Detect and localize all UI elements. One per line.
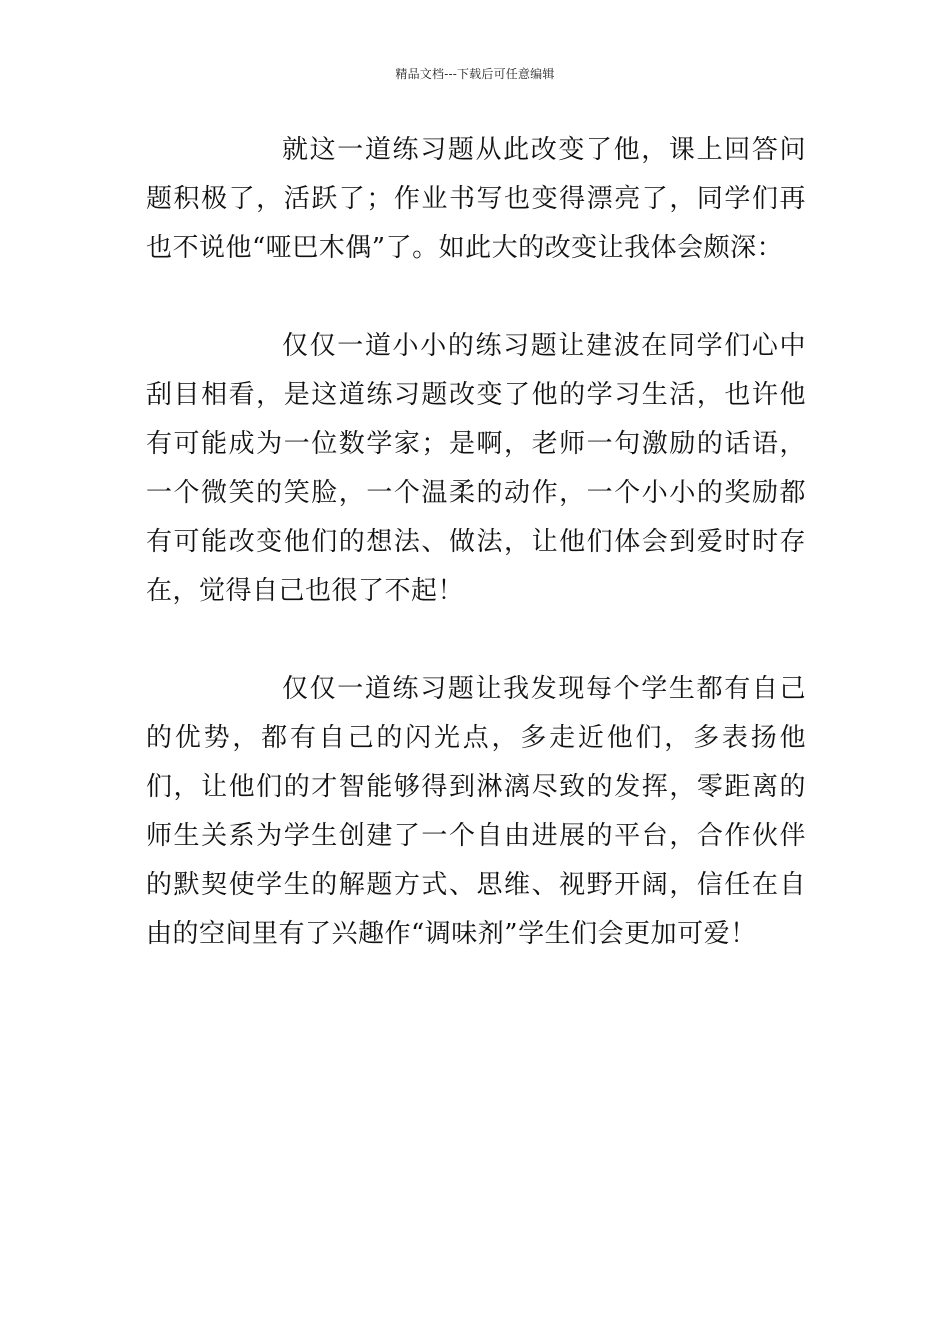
paragraph-3: 仅仅一道练习题让我发现每个学生都有自己的优势，都有自己的闪光点，多走近他们，多表扬他们，让他们的才智能够得到淋漓尽致的发挥，零距离的师生关系为学生创建了一个自由进展的平台，合作伙伴的默契使学生的解题方式、思维、视野开阔，信任在自由的空间里有了兴趣作“调味剂”学生们会更加可爱！ [146,674,806,949]
paragraph-1: 就这一道练习题从此改变了他，课上回答问题积极了，活跃了；作业书写也变得漂亮了，同学们再也不说他“哑巴木偶”了。如此大的改变让我体会颇深： [146,135,806,263]
paragraph-2: 仅仅一道小小的练习题让建波在同学们心中刮目相看，是这道练习题改变了他的学习生活，也许他有可能成为一位数学家；是啊，老师一句激励的话语，一个微笑的笑脸，一个温柔的动作，一个小小的奖励都有可能改变他们的想法、做法，让他们体会到爱时时存在，觉得自己也很了不起！ [146,331,806,606]
document-body [146,126,806,959]
page-header: 精品文档---下载后可任意编辑 [395,67,555,81]
